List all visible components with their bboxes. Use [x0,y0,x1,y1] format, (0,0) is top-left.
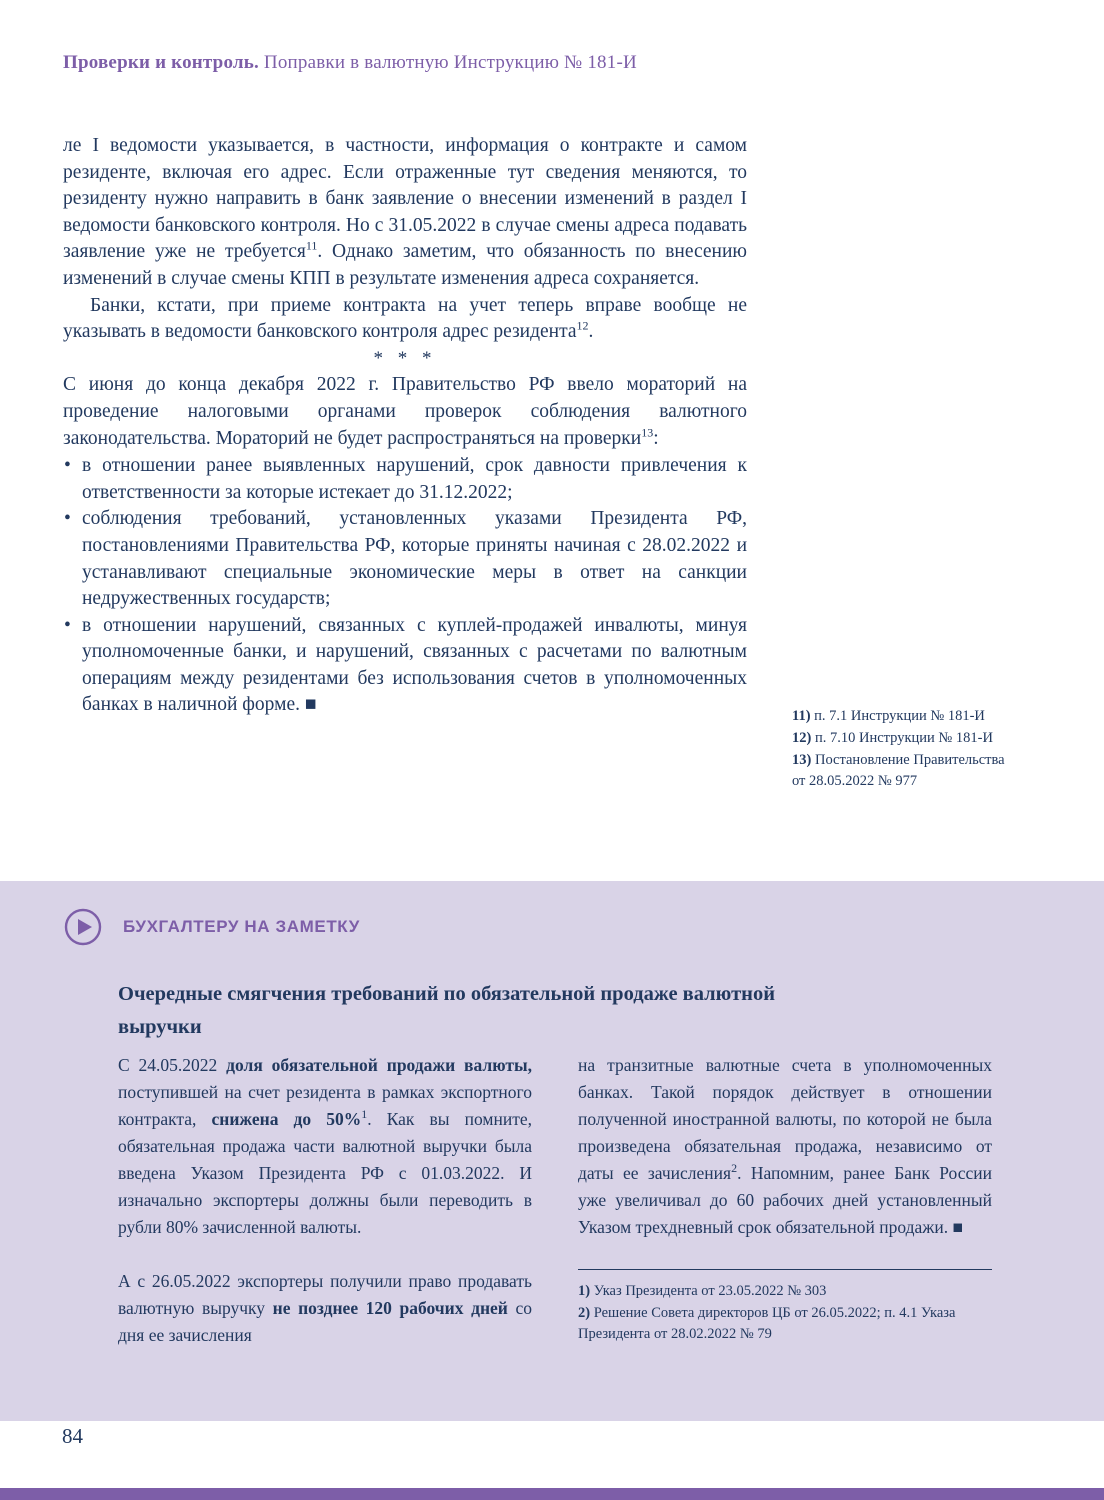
footnote-text: п. 7.1 Инструкции № 181-И [810,708,985,724]
note-footnote-2 [578,1303,992,1346]
note-left-paragraph-1 [118,1052,532,1241]
note-section-label: БУХГАЛТЕРУ НА ЗАМЕТКУ [123,917,360,936]
footnote-number: 12) [792,729,812,746]
footnote-ref-13: 13 [641,425,654,440]
footnote-ref-2: 2 [731,1161,738,1176]
text-run: со дня ее зачисления [118,1298,532,1345]
note-label-row [64,908,360,946]
note-footnotes [578,1269,992,1346]
paragraph-3 [63,372,747,452]
margin-footnote-13 [792,750,1020,794]
footnote-number: 11) [792,708,811,724]
footnote-number: 13) [792,751,812,768]
bullet-item-text: в отношении нарушений, связанных с куплей-продажей инвалюты, минуя уполномоченные банки, и нарушений, связанных с расчетами по валютным операциям между резидентами без использования счетов в уполномоченных банках в наличной форме. ■ [82,614,747,716]
paragraph-1-text: ле I ведомости указывается, в частности, информация о контракте и самом резиденте, включая его адрес. Если отраженные тут сведения меняются, то резиденту нужно направить в банк заявление о внесении изменений в раздел I ведомости банковского контроля. Но с 31.05.2022 в случае смены адреса подавать заявление уже не требуется [63,135,747,263]
bullet-list [63,453,747,719]
article-body [63,133,747,719]
bullet-item [63,506,747,612]
text-run: С 24.05.2022 [118,1055,227,1075]
section-title: Проверки и контроль. [63,52,259,73]
footnote-ref-11: 11 [305,238,318,253]
bullet-item-text: соблюдения требований, установленных указами Президента РФ, постановлениями Правительства РФ, которые приняты начиная с 28.02.2022 и устанавливают специальные экономические меры в ответ на санкции недружественных государств; [82,508,747,610]
accountant-note-box [0,881,1104,1421]
article-title: Поправки в валютную Инструкцию № 181-И [258,52,637,73]
text-run: . Напомним, ранее Банк России уже увеличивал до 60 рабочих дней установленный Указом трехдневный срок обязательной продажи. ■ [578,1163,992,1237]
paragraph-3-text: С июня до конца декабря 2022 г. Правительство РФ ввело мораторий на проведение налоговыми органами проверок соблюдения валютного законодательства. Мораторий не будет распространяться на проверки [63,374,747,449]
text-run: поступившей на счет резидента в рамках экспортного контракта, [118,1082,532,1129]
footnote-ref-12: 12 [576,318,589,333]
note-right-column [578,1052,992,1349]
bullet-item [63,453,747,506]
bullet-item [63,613,747,719]
section-separator: * * * [373,347,437,369]
footnote-ref-1: 1 [361,1107,368,1122]
page-header [63,52,637,74]
paragraph-2-text: Банки, кстати, при приеме контракта на учет теперь вправе вообще не указывать в ведомости банковского контроля адрес резидента [63,294,747,343]
bold-run: не позднее 120 рабочих дней [272,1298,508,1318]
paragraph-1 [63,133,747,293]
note-left-column [118,1052,532,1349]
text-run: А с 26.05.2022 экспортеры получили право продавать валютную выручку [118,1271,532,1318]
footer-accent-bar [0,1488,1104,1500]
note-left-paragraph-2 [118,1268,532,1349]
note-heading: Очередные смягчения требований по обязательной продаже валютной выручки [118,983,776,1038]
margin-footnote-11 [792,706,1020,728]
margin-footnote-12 [792,728,1020,750]
footnote-text: Указ Президента от 23.05.2022 № 303 [590,1283,827,1299]
bold-run: снижена до 50% [211,1109,362,1129]
footnote-number: 2) [578,1304,591,1321]
page-number: 84 [62,1424,83,1448]
text-run: . Как вы помните, обязательная продажа части валютной выручки была введена Указом Президента РФ с 01.03.2022. И изначально экспортеры должны были переводить в рубли 80% зачисленной валюты. [118,1109,532,1237]
note-right-paragraph [578,1052,992,1241]
paragraph-2 [63,293,747,346]
paragraph-1-tail: . Однако заметим, что обязанность по внесению изменений в случае смены КПП в результате изменения адреса сохраняется. [63,241,747,289]
bold-run: доля обязательной продажи валюты, [226,1055,532,1075]
paragraph-3-tail: : [653,427,659,449]
note-footnote-1 [578,1281,992,1303]
footnote-number: 1) [578,1283,591,1299]
footnote-text: п. 7.10 Инструкции № 181-И [811,729,993,746]
margin-footnotes [792,706,1020,793]
paragraph-2-tail: . [588,321,594,343]
note-columns [118,1052,992,1349]
footnote-text: Постановление Правительства от 28.05.2022 № 977 [792,751,1005,790]
text-run: на транзитные валютные счета в уполномоченных банках. Такой порядок действует в отношении полученной иностранной валюты, по которой не была произведена обязательная продажа, независимо от даты ее зачисления [578,1055,992,1183]
play-circle-icon [64,908,102,946]
footnote-text: Решение Совета директоров ЦБ от 26.05.2022; п. 4.1 Указа Президента от 28.02.2022 № 79 [578,1304,956,1342]
bullet-item-text: в отношении ранее выявленных нарушений, срок давности привлечения к ответственности за которые истекает до 31.12.2022; [82,455,747,503]
